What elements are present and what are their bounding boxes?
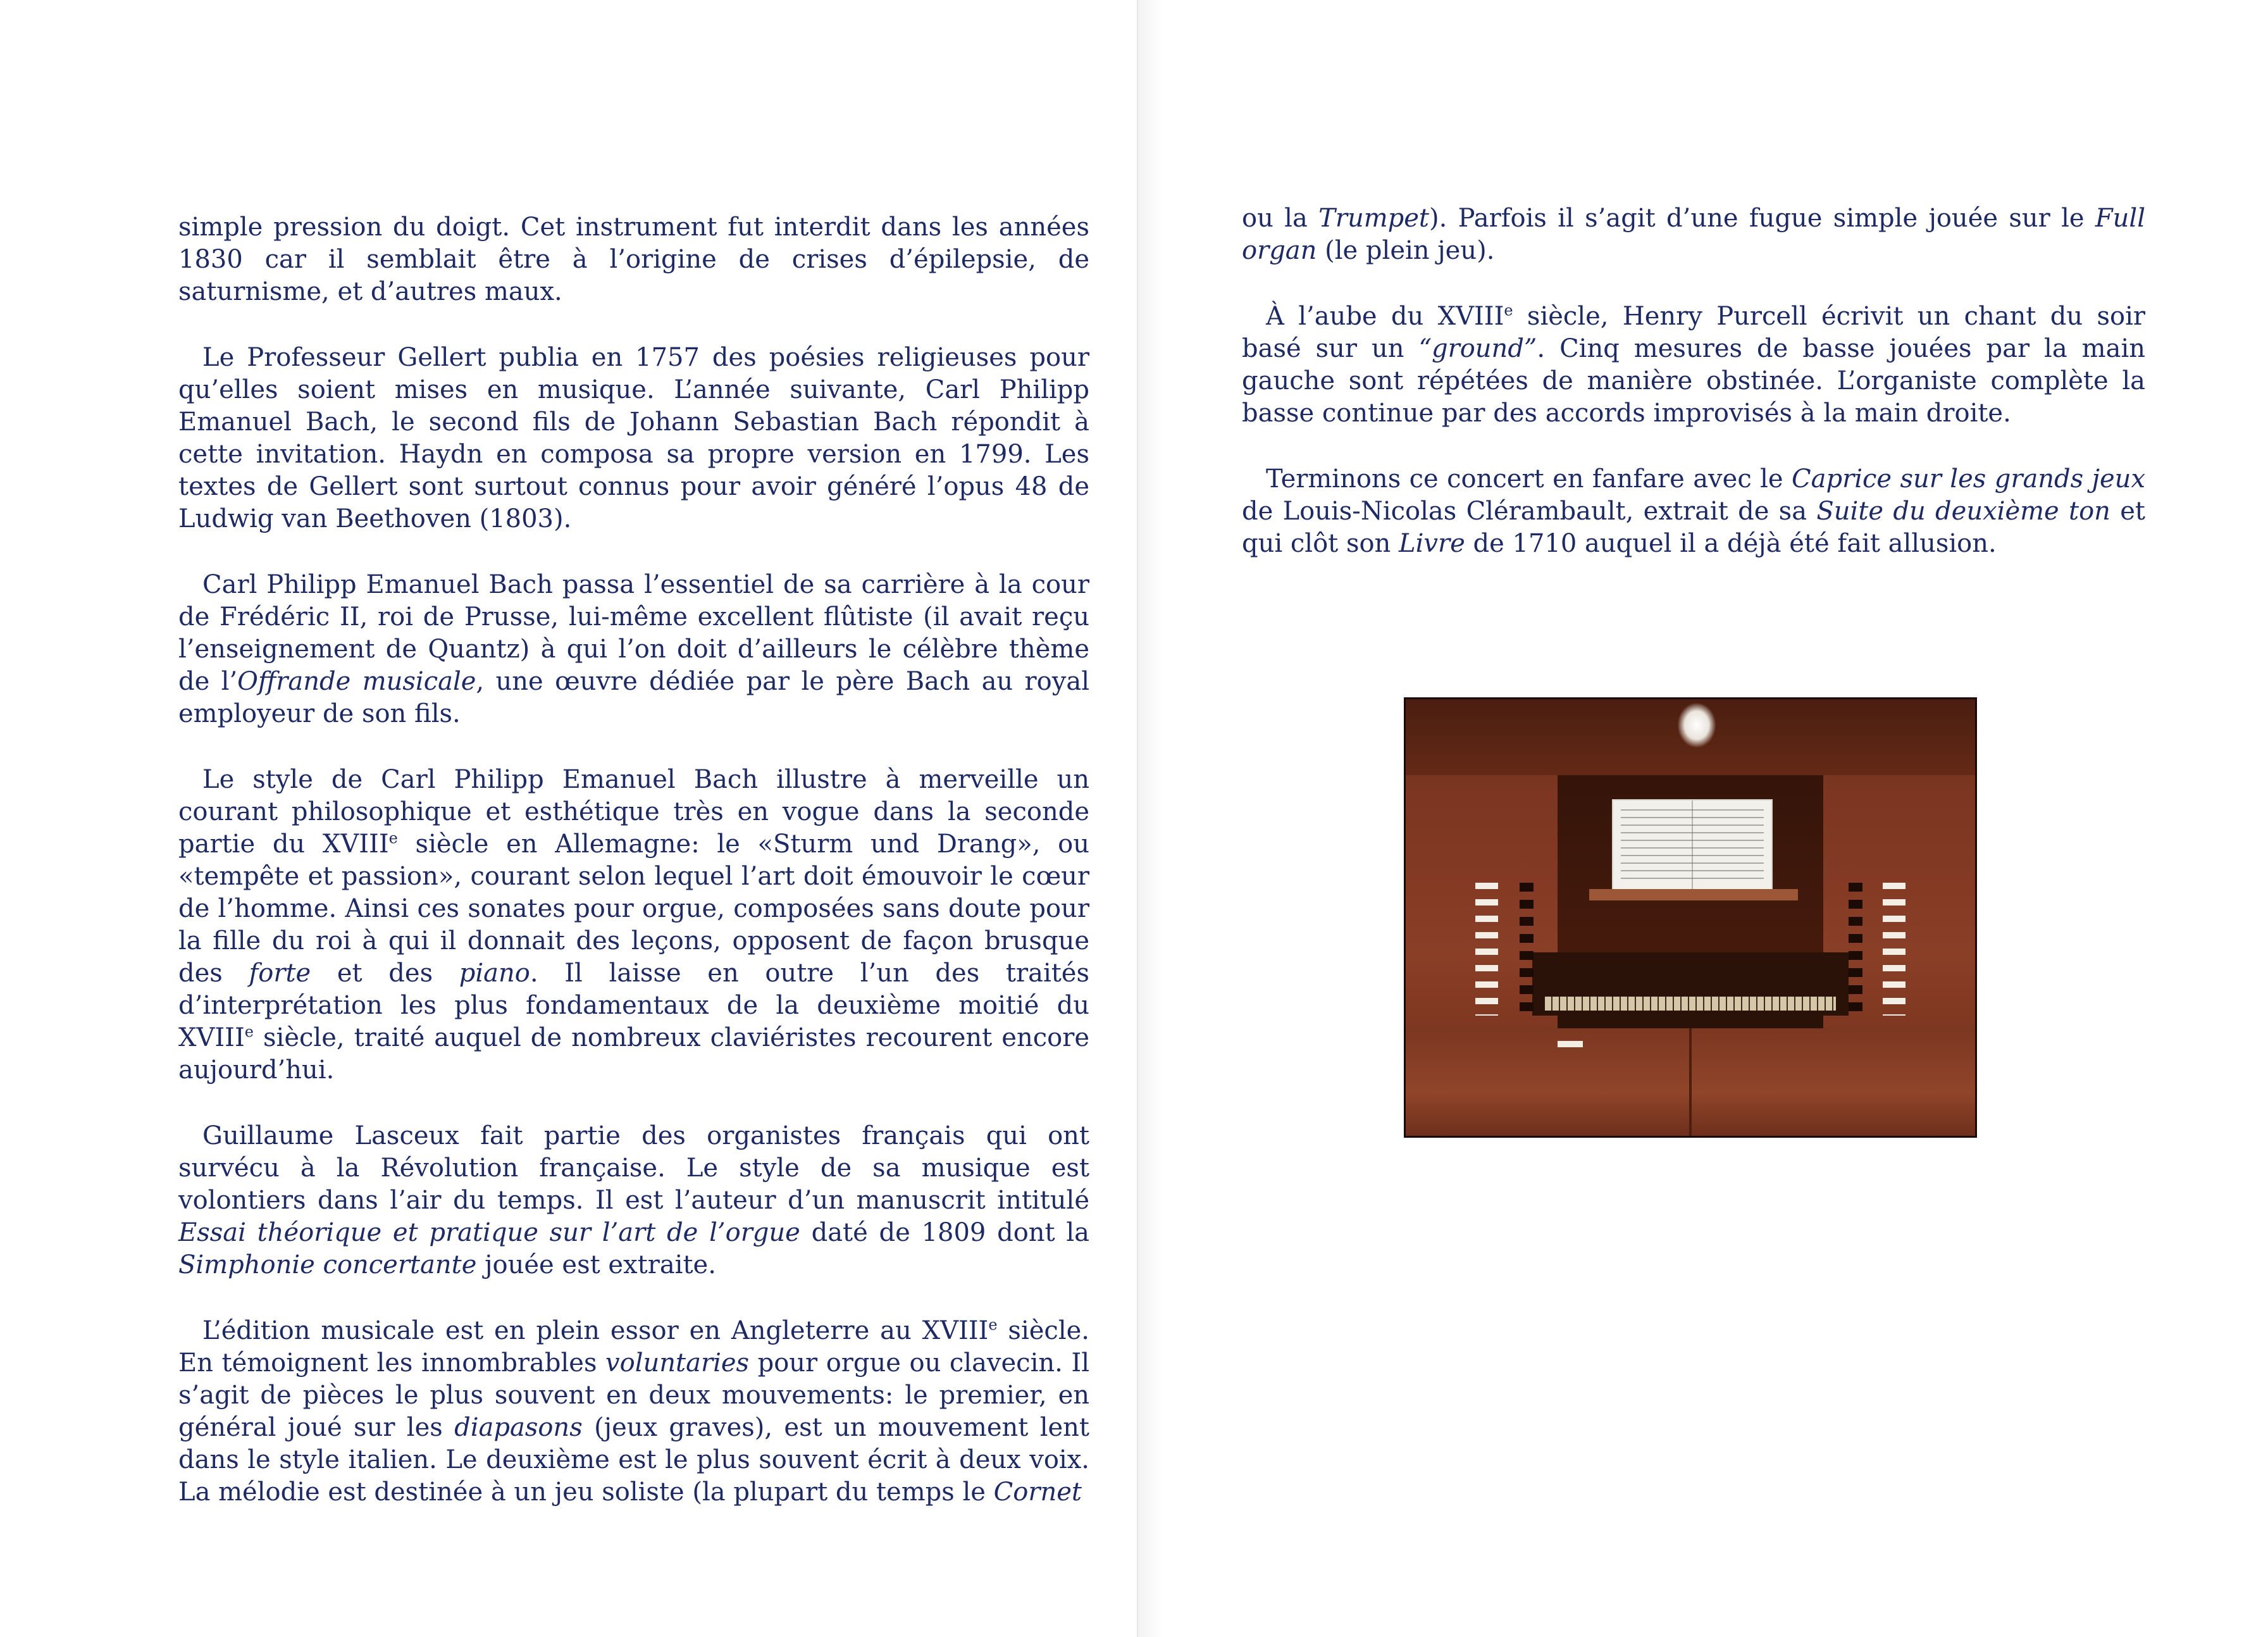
text-run: À l’aube du [1266,302,1438,331]
text-run: XVIII [322,830,389,859]
text-run: siècle en Allemagne: le «Sturm und Drang», ou «tempête et passion», courant selon lequel l’art doit émouvoir le cœur de l’homme. Ainsi ces sonates pour orgue, composées sans doute pour la fille du roi à qui il donnait des leçons, opposent de façon brusque des [178,830,1089,988]
text-run: jouée est extraite. [476,1250,716,1279]
text-run: Carl Philipp Emanuel Bach passa l’essentiel de sa carrière à la cour de Frédéric [178,570,1089,632]
text-run: II [339,602,360,632]
text-run: . Cinq mesures de basse jouées par la main gauche sont répétées de manière obstinée. L’organiste complète la basse continue par des accords improvisés à la main droite. [1242,334,2146,428]
text-run: ). Parfois il s’agit d’une fugue simple jouée sur le [1428,204,2095,233]
italic-title: Simphonie concertante [178,1250,477,1279]
paragraph [178,1120,1089,1281]
organ-console-photo [1406,699,1975,1136]
italic-title: “ground” [1418,334,1537,363]
text-run: Le Professeur Gellert publia en 1757 des poésies religieuses pour qu’elles soient mises en musique. L’année suivante, Carl Philipp Emanuel Bach, le second fils de Johann Sebastian Bach répondit à cette invitation. Haydn en composa sa propre version en 1799. Les textes de Gellert sont surtout connus pour avoir généré l’opus 48 de Ludwig van Beethoven (1803). [178,343,1089,533]
paragraph [178,211,1089,308]
right-text-column [1242,202,2145,560]
stop-labels-left [1475,883,1498,1016]
text-run: (jeux graves), est un mouvement lent dans le style italien. Le deuxième est le plus souvent écrit à deux voix. La mélodie est destinée à un jeu soliste (la plupart du temps le [178,1413,1089,1507]
music-stand [1589,889,1798,900]
left-text-column [178,211,1089,1509]
text-run: siècle, Henry Purcell écrivit un chant du soir basé sur un [1242,302,2146,363]
italic-title: Essai théorique et pratique sur l’art de l’orgue [178,1218,800,1247]
paragraph [1242,301,2145,430]
paragraph [178,764,1089,1086]
italic-title: voluntaries [605,1348,750,1378]
italic-title: piano [459,959,530,988]
italic-title: Trumpet [1318,204,1429,233]
italic-title: Full organ [1242,204,2145,265]
text-run: pour orgue ou clavecin. Il s’agit de pièces le plus souvent en deux mouvements: le premier, en général joué sur les [178,1348,1089,1442]
paragraph [178,342,1089,535]
text-run: , roi de Prusse, lui-même excellent flûtiste (il avait reçu l’enseignement de Quantz) à qui l’on doit d’ailleurs le célèbre thème de l’ [178,602,1089,696]
paragraph [178,1315,1089,1509]
text-run: simple pression du doigt. Cet instrument fut interdit dans les années 1830 car il semblait être à l’origine de crises d’épilepsie, de saturnisme, et d’autres maux. [178,213,1089,306]
text-run: L’édition musicale est en plein essor en Angleterre au [202,1316,922,1345]
text-run: e [388,829,398,847]
text-run: Guillaume Lasceux fait partie des organistes français qui ont survécu à la Révolution française. Le style de sa musique est volontiers dans l’air du temps. Il est l’auteur d’un manuscrit intitulé [178,1121,1089,1215]
stop-labels-right [1883,883,1905,1016]
text-run: siècle. En témoignent les innombrables [178,1316,1089,1378]
music-staves [1621,809,1764,885]
italic-title: Cornet [993,1478,1082,1507]
text-run: (le plein jeu). [1317,236,1495,265]
text-run: Le style de Carl Philipp Emanuel Bach illustre à merveille un courant philosophique et esthétique très en vogue dans la seconde partie du [178,765,1089,859]
panel-divider [1689,1028,1692,1136]
italic-title: forte [249,959,311,988]
keyboard-keys [1545,997,1836,1011]
text-run: XVIII [178,1023,245,1052]
italic-title: Suite du deuxième ton [1816,497,2110,526]
pedal-label [1558,1041,1583,1047]
text-run: de Louis-Nicolas Clérambault, extrait de sa [1242,497,1817,526]
paragraph [178,569,1089,730]
text-run: et des [311,959,459,988]
stop-knobs-right [1849,883,1862,1019]
italic-title: diapasons [454,1413,583,1442]
lamp-light [1678,703,1716,747]
text-run: . Il laisse en outre l’un des traités d’interprétation les plus fondamentaux de la deuxième moitié du [178,959,1090,1020]
text-run: siècle, traité auquel de nombreux claviéristes recourent encore aujourd’hui. [178,1023,1089,1085]
text-run: daté de 1809 dont la [800,1218,1090,1247]
text-run: , une œuvre dédiée par le père Bach au royal employeur de son fils. [178,667,1089,728]
text-run: e [988,1316,998,1334]
italic-title: Caprice sur les grands jeux [1792,464,2145,494]
text-run: e [1504,301,1513,320]
stop-knobs-left [1520,883,1534,1019]
paragraph [1242,463,2145,560]
paragraph [1242,202,2145,267]
text-run: Terminons ce concert en fanfare avec le [1266,464,1792,494]
text-run: XVIII [1437,302,1504,331]
italic-title: Offrande musicale [237,667,476,696]
sheet-music-book [1613,800,1771,895]
text-run: e [244,1023,254,1041]
text-run: de 1710 auquel il a déjà été fait allusion. [1465,529,1997,558]
text-run: XVIII [922,1316,989,1345]
italic-title: Livre [1399,529,1465,558]
text-run: et qui clôt son [1242,497,2146,558]
text-run: ou la [1242,204,1319,233]
